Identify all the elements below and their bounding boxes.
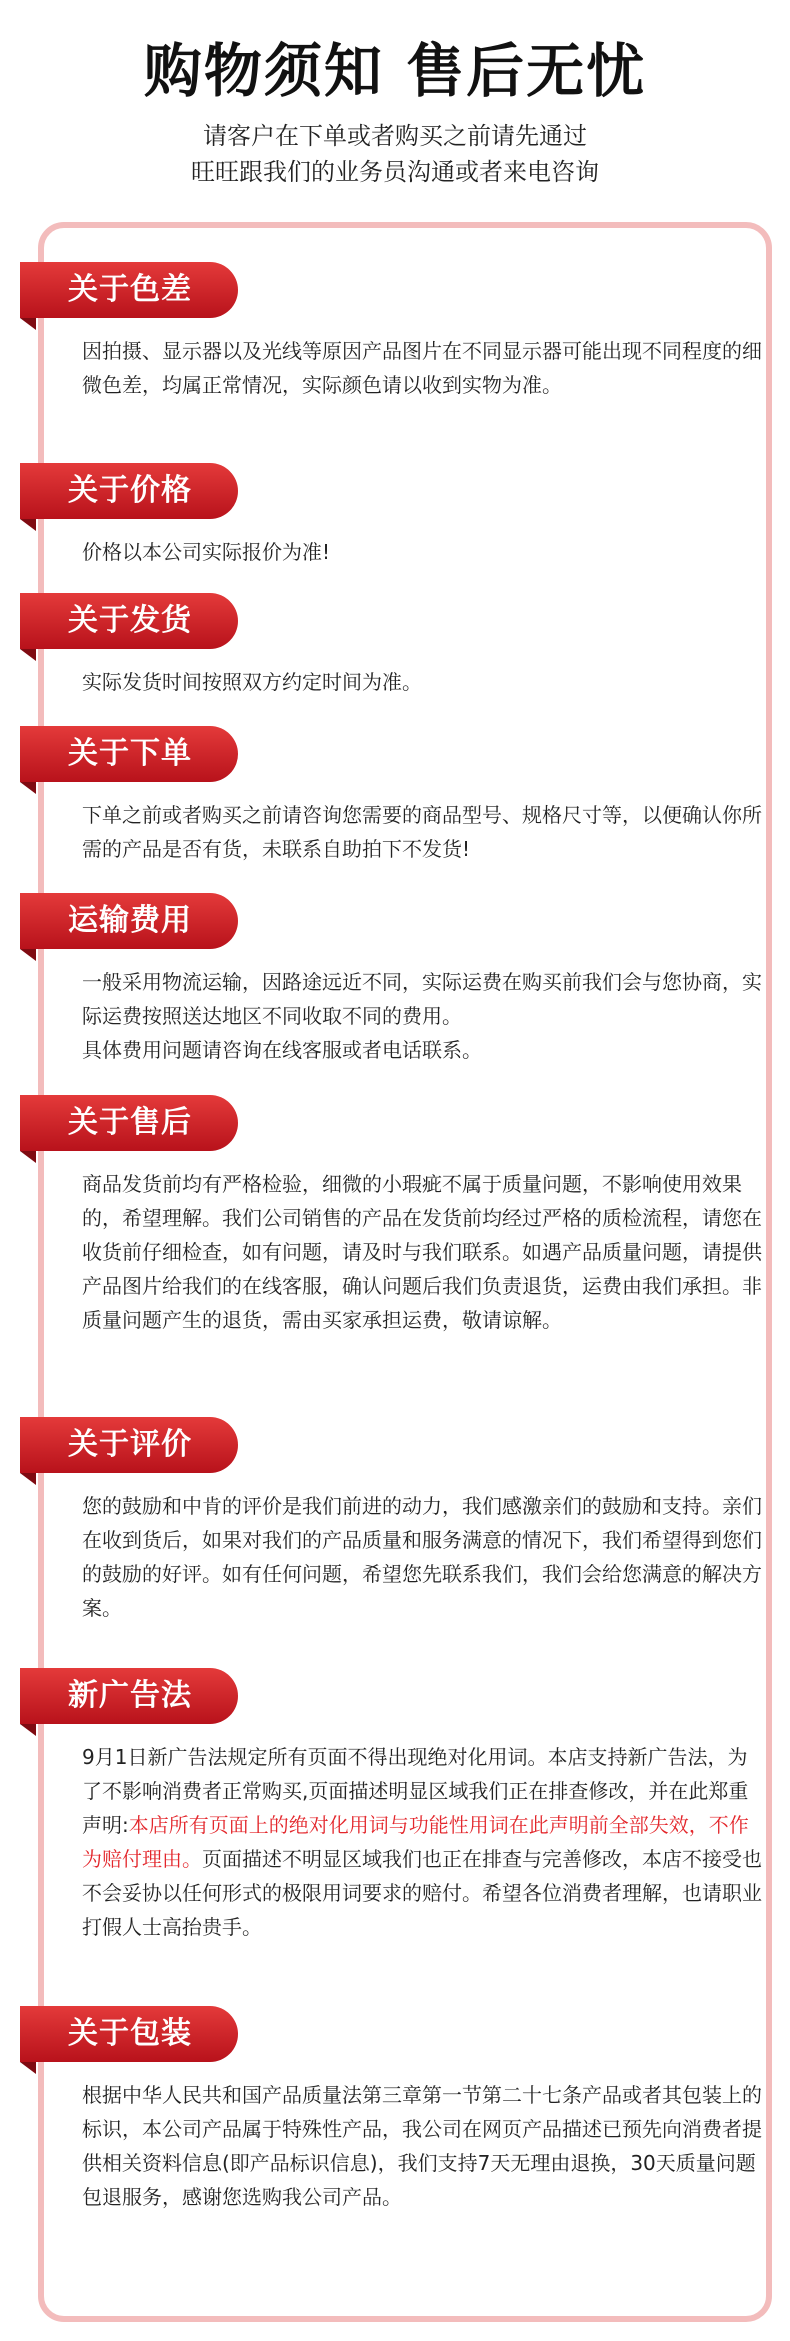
- section-text: 根据中华人民共和国产品质量法第三章第一节第二十七条产品或者其包装上的标识，本公司产品属于特殊性产品，我公司在网页产品描述已预先向消费者提供相关资料信息(即产品标识信息)，我们支持7天无理由退换，30天质量问题包退服务，感谢您选购我公司产品。: [82, 2083, 762, 2209]
- section-shipping: [20, 593, 790, 699]
- section-ordering: [20, 726, 790, 866]
- section-label: 关于色差: [20, 262, 238, 318]
- section-text: 实际发货时间按照双方约定时间为准。: [82, 670, 422, 694]
- section-label: 关于发货: [20, 593, 238, 649]
- subtitle-line-2: 旺旺跟我们的业务员沟通或者来电咨询: [191, 158, 599, 186]
- section-reviews: [20, 1417, 790, 1625]
- section-advertising-law: [20, 1668, 790, 1944]
- section-text: 价格以本公司实际报价为准!: [82, 540, 331, 564]
- subtitle-line-1: 请客户在下单或者购买之前请先通过: [203, 122, 587, 150]
- section-after-sales: [20, 1095, 790, 1337]
- section-label: 关于评价: [20, 1417, 238, 1473]
- section-text: 您的鼓励和中肯的评价是我们前进的动力，我们感激亲们的鼓励和支持。亲们在收到货后，如果对我们的产品质量和服务满意的情况下，我们希望得到您们的鼓励的好评。如有任何问题，希望您先联系我们，我们会给您满意的解决方案。: [82, 1494, 762, 1620]
- section-color-difference: [20, 262, 790, 402]
- section-label: 关于下单: [20, 726, 238, 782]
- section-label: 关于售后: [20, 1095, 238, 1151]
- page-subtitle: [0, 118, 790, 190]
- section-label: 新广告法: [20, 1668, 238, 1724]
- section-packaging: [20, 2006, 790, 2214]
- section-price: [20, 463, 790, 569]
- section-label: 关于价格: [20, 463, 238, 519]
- section-text: 商品发货前均有严格检验，细微的小瑕疵不属于质量问题，不影响使用效果的，希望理解。我们公司销售的产品在发货前均经过严格的质检流程，请您在收货前仔细检查，如有问题，请及时与我们联系。如遇产品质量问题，请提供产品图片给我们的在线客服，确认问题后我们负责退货，运费由我们承担。非质量问题产生的退货，需由买家承担运费，敬请谅解。: [82, 1172, 762, 1332]
- section-text: 一般采用物流运输，因路途远近不同，实际运费在购买前我们会与您协商，实际运费按照送达地区不同收取不同的费用。 具体费用问题请咨询在线客服或者电话联系。: [82, 970, 762, 1062]
- highlight-text: 本店所有页面上的绝对化用词与功能性用词在此声明前全部失效，不作为赔付理由。: [82, 1813, 749, 1871]
- section-label: 关于包装: [20, 2006, 238, 2062]
- section-text: 因拍摄、显示器以及光线等原因产品图片在不同显示器可能出现不同程度的细微色差，均属正常情况，实际颜色请以收到实物为准。: [82, 339, 762, 397]
- section-text: 下单之前或者购买之前请咨询您需要的商品型号、规格尺寸等，以便确认你所需的产品是否有货，未联系自助拍下不发货!: [82, 803, 762, 861]
- page-title: 购物须知 售后无忧: [143, 37, 647, 105]
- section-text: 9月1日新广告法规定所有页面不得出现绝对化用词。本店支持新广告法，为了不影响消费者正常购买,页面描述明显区域我们正在排查修改，并在此郑重声明:本店所有页面上的绝对化用词与功能性用词在此声明前全部失效，不作为赔付理由。页面描述不明显区域我们也正在排查与完善修改，本店不接受也不会妥协以任何形式的极限用词要求的赔付。希望各位消费者理解，也请职业打假人士高抬贵手。: [82, 1745, 762, 1939]
- section-label: 运输费用: [20, 893, 238, 949]
- section-transport-fee: [20, 893, 790, 1067]
